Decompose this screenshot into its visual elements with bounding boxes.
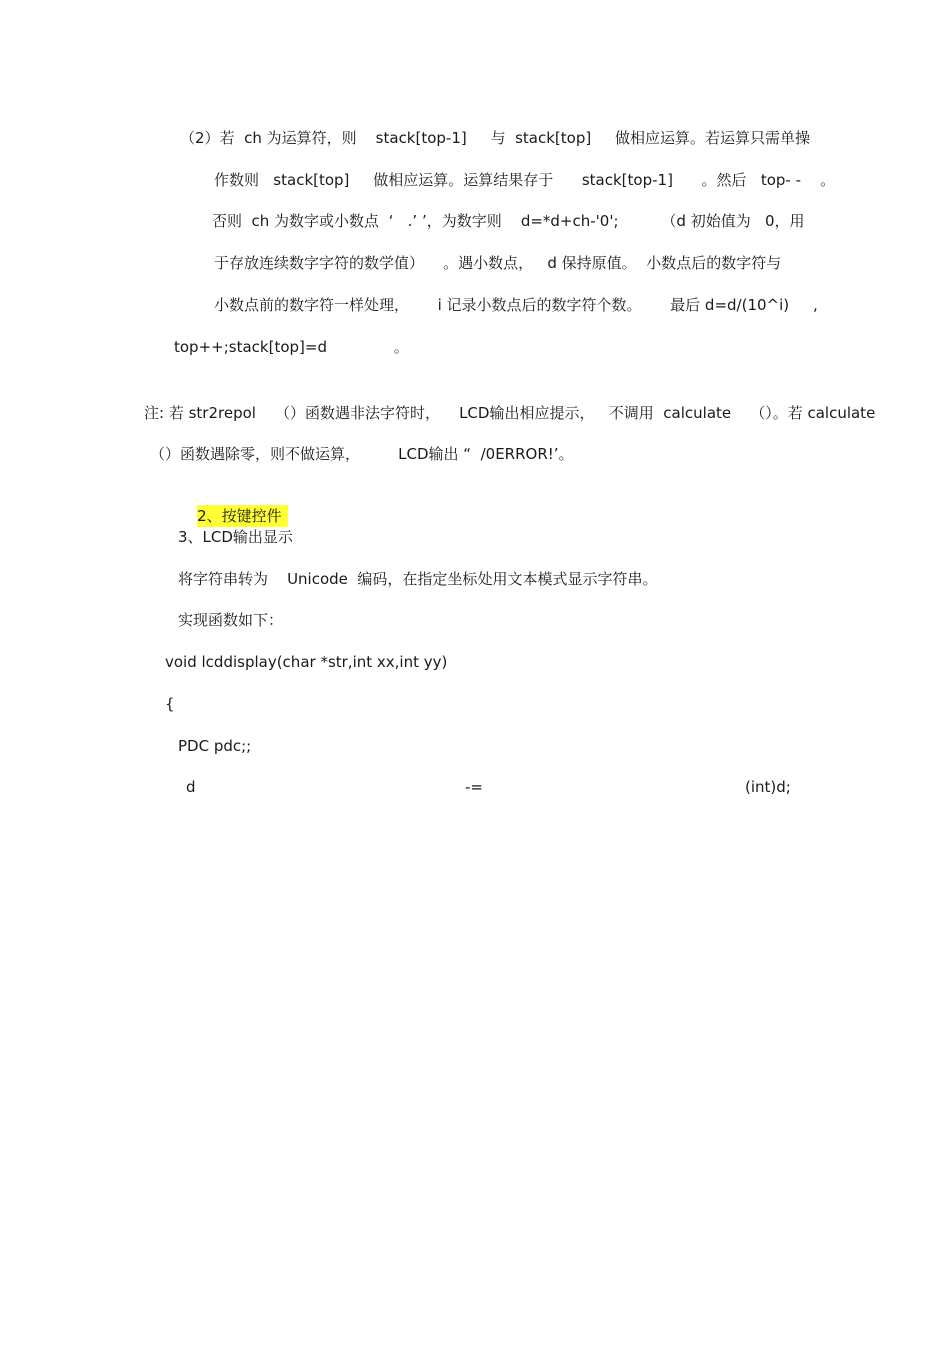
code-line: void lcddisplay(char *str,int xx,int yy) (165, 653, 448, 671)
paragraph-line: 于存放连续数字字符的数学值） 。遇小数点， d 保持原值。 小数点后的数字符与 (214, 254, 782, 272)
paragraph-line: 小数点前的数字符一样处理， i 记录小数点后的数字符个数。 最后 d=d/(10^i) , (214, 296, 818, 314)
code-line: PDC pdc;; (178, 737, 252, 755)
code-line-right: (int)d; (745, 778, 791, 796)
paragraph-line: 实现函数如下： (178, 611, 284, 629)
paragraph-line: （2）若 ch 为运算符，则 stack[top-1] 与 stack[top] 做相应运算。若运算只需单操 (180, 129, 811, 147)
section-heading: 3、LCD输出显示 (178, 528, 293, 546)
paragraph-line: 作数则 stack[top] 做相应运算。运算结果存于 stack[top-1] 。然后 top- - 。 (214, 171, 836, 189)
code-line: { (165, 695, 175, 713)
highlight-mark: 2、按键控件 (197, 505, 288, 527)
paragraph-line: 否则 ch 为数字或小数点 ‘ .’ ’，为数字则 d=*d+ch-'0'; （d 初始值为 0，用 (212, 212, 805, 230)
note-line: （）函数遇除零，则不做运算， LCD输出 “ /0ERROR!’。 (150, 445, 574, 463)
code-line-left: d (186, 778, 196, 796)
paragraph-line: top++;stack[top]=d 。 (174, 338, 409, 356)
note-line: 注: 若 str2repol （）函数遇非法字符时， LCD输出相应提示， 不调用 calculate （）。若 calculate (144, 404, 876, 422)
paragraph-line: 将字符串转为 Unicode 编码，在指定坐标处用文本模式显示字符串。 (178, 570, 658, 588)
code-line-mid: -= (465, 778, 483, 796)
